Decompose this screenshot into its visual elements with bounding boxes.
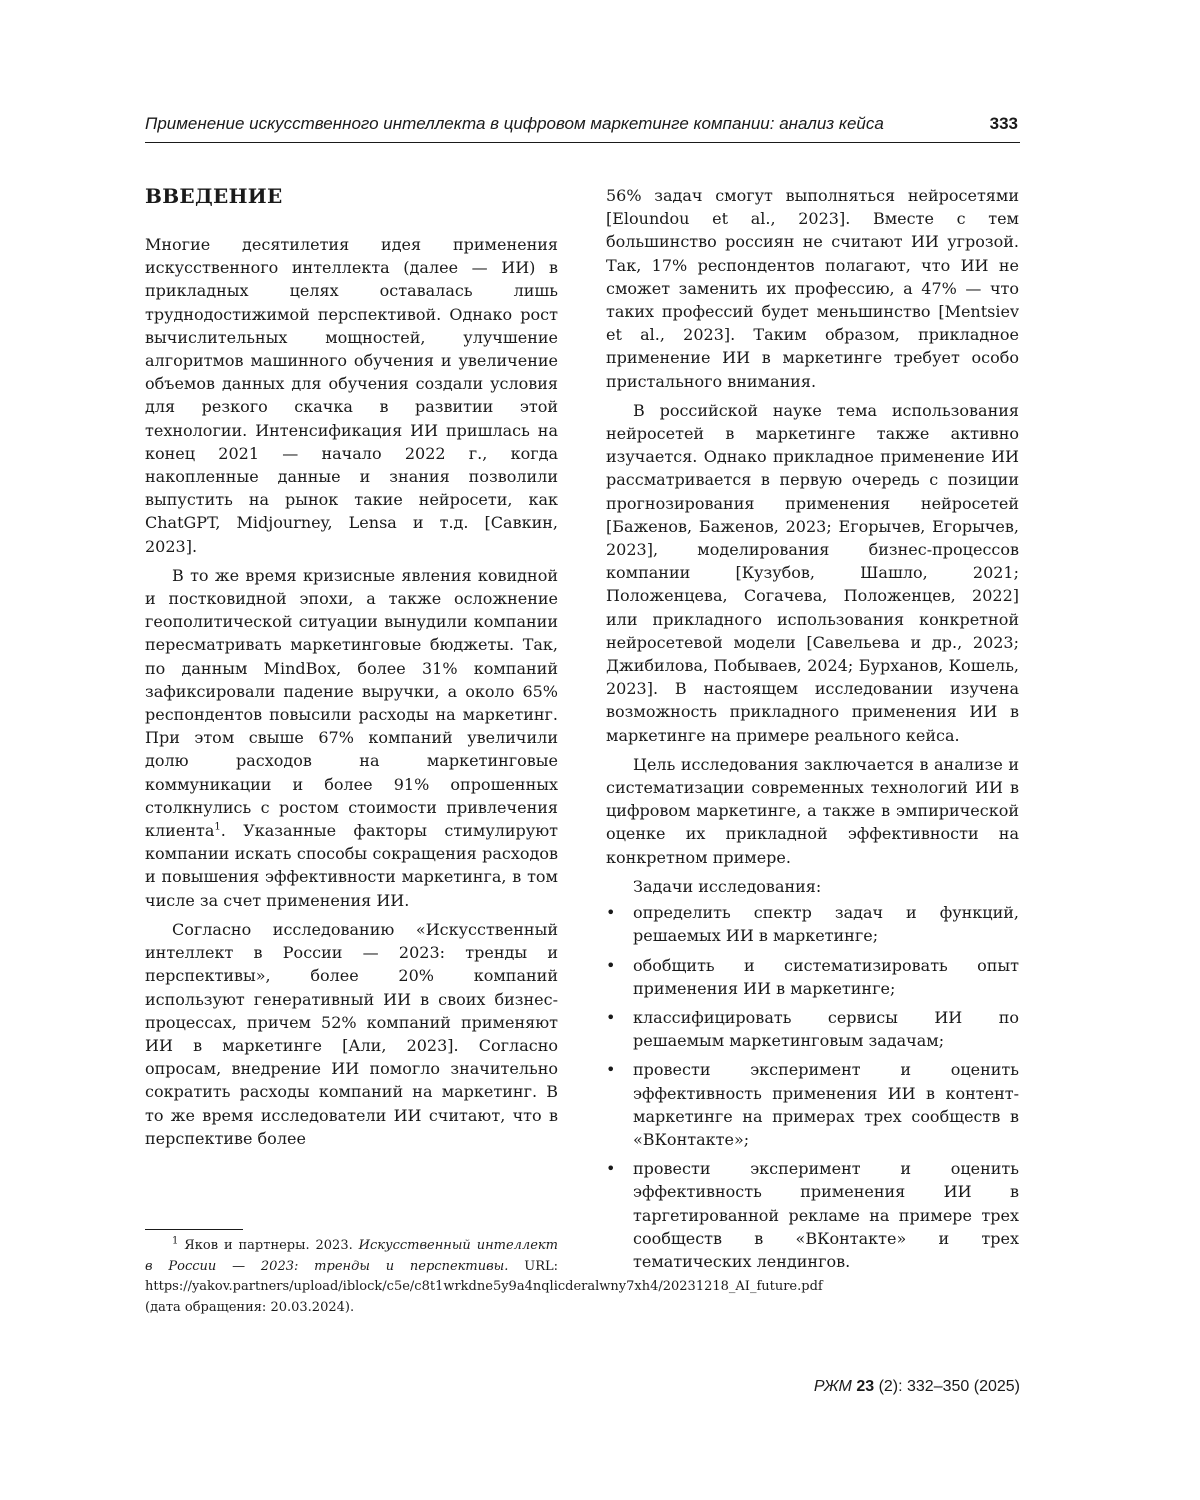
bullet-icon: • xyxy=(606,1159,616,1179)
tasks-heading: Задачи исследования: xyxy=(633,876,822,896)
footnote-mark: 1 xyxy=(172,1235,179,1247)
intro-paragraph-5: В российской науке тема использования нейросетей в маркетинге также активно изучается. Однако прикладное применение ИИ рассматривается в первую очередь с позиции прогнозирования применения нейросетей [Баженов, Баженов, 2023; Егорычев, Егорычев, 2023], моделирования бизнес-процессов компании [Кузубов, Шашло, 2021; Положенцева, Согачева, Положенцев, 2022] или прикладного использования конкретной нейросетевой модели [Савельева и др., 2023; Джибилова, Побываев, 2024; Бурханов, Кошель, 2023]. В настоящем исследовании изучена возможность прикладного применения ИИ в маркетинге на примере реального кейса. xyxy=(606,400,1019,745)
running-title: Применение искусственного интеллекта в цифровом маркетинге компании: анализ кейса xyxy=(145,114,884,133)
footnote xyxy=(145,1235,823,1318)
task-text: обобщить и систематизировать опыт применения ИИ в маркетинге; xyxy=(633,955,1019,998)
task-text: определить спектр задач и функций, решаемых ИИ в маркетинге; xyxy=(633,903,1019,946)
footnote-url[interactable]: URL: https://yakov.partners/upload/iblock/c5e/c8t1wrkdne5y9a4nqlicderalwny7xh4/20231218_AI_future.pdf (дата обращения: 20.03.2024). xyxy=(145,1258,823,1315)
intro-paragraph-2 xyxy=(145,564,558,912)
section-heading: ВВЕДЕНИЕ xyxy=(145,184,283,208)
footnote-lead: Яков и партнеры. 2023. xyxy=(184,1238,353,1253)
bullet-icon: • xyxy=(606,955,616,975)
intro-paragraph-3: Согласно исследованию «Искусственный интеллект в России — 2023: тренды и перспективы», более 20% компаний используют генеративный ИИ в своих бизнес-процессах, причем 52% компаний применяют ИИ в маркетинге [Али, 2023]. Согласно опросам, внедрение ИИ помогло значительно сократить расходы компаний на маркетинг. В то же время исследователи ИИ считают, что в перспективе более xyxy=(145,919,558,1148)
task-text: провести эксперимент и оценить эффективность применения ИИ в контент-маркетинге на примерах трех сообществ в «ВКонтакте»; xyxy=(633,1060,1019,1149)
journal-volume: 23 xyxy=(856,1378,875,1395)
bullet-icon: • xyxy=(606,1007,616,1027)
intro-paragraph-4: 56% задач смогут выполняться нейросетями [Eloundou et al., 2023]. Вместе с тем большинство россиян не считают ИИ угрозой. Так, 17% респондентов полагают, что ИИ не сможет заменить их профессию, а 47% — что таких профессий будет меньшинство [Mentsiev et al., 2023]. Таким образом, прикладное применение ИИ в маркетинге требует особо пристального внимания. xyxy=(606,186,1019,391)
paragraph-2-text-a: В то же время кризисные явления ковидной и постковидной эпохи, а также осложнение геополитической ситуации вынудили компании пересматривать маркетинговые бюджеты. Так, по данным MindBox, более 31% компаний зафиксировали падение выручки, а около 65% респондентов повысили расходы на маркетинг. При этом свыше 67% компаний увеличили долю расходов на маркетинговые коммуникации и более 91% опрошенных столкнулись с ростом стоимости привлечения клиента xyxy=(145,565,558,841)
page-number: 333 xyxy=(989,114,1018,133)
bullet-icon: • xyxy=(606,903,616,923)
task-text: классифицировать сервисы ИИ по решаемым маркетинговым задачам; xyxy=(633,1007,1019,1051)
list-item xyxy=(606,901,1019,947)
journal-footer xyxy=(814,1376,1020,1398)
journal-name: РЖМ xyxy=(813,1378,852,1395)
task-text: провести эксперимент и оценить эффективность применения ИИ в таргетированной рекламе на примере трех сообществ в «ВКонтакте» и трех тематических лендингов. xyxy=(633,1159,1019,1271)
bullet-icon: • xyxy=(606,1060,616,1080)
right-column xyxy=(606,184,1019,1279)
footnote-title: Искусственный интеллект в России — 2023: тренды и перспективы. xyxy=(145,1238,558,1274)
paragraph-2-text-b: . Указанные факторы стимулируют компании искать способы сокращения расходов и повышения эффективности маркетинга, в том числе за счет применения ИИ. xyxy=(145,821,558,910)
goal-paragraph: Цель исследования заключается в анализе и систематизации современных технологий ИИ в цифровом маркетинге, а также в эмпирической оценке их прикладной эффективности на конкретном примере. xyxy=(606,754,1019,867)
footnote-divider xyxy=(145,1229,243,1230)
list-item xyxy=(606,1006,1019,1052)
intro-paragraph-1: Многие десятилетия идея применения искусственного интеллекта (далее — ИИ) в прикладных целях оставалась лишь труднодостижимой перспективой. Однако рост вычислительных мощностей, улучшение алгоритмов машинного обучения и увеличение объемов данных для обучения создали условия для резкого скачка в развитии этой технологии. Интенсификация ИИ пришлась на конец 2021 — начало 2022 г., когда накопленные данные и знания позволили выпустить на рынок такие нейросети, как ChatGPT, Midjourney, Lensa и т.д. [Савкин, 2023]. xyxy=(145,235,558,556)
task-list xyxy=(606,901,1019,1273)
journal-issue-pages: (2): 332–350 (2025) xyxy=(878,1378,1020,1395)
list-item xyxy=(606,1157,1019,1273)
list-item xyxy=(606,1058,1019,1151)
footnote-reference[interactable]: 1 xyxy=(214,821,221,833)
left-column xyxy=(145,182,558,1156)
running-header xyxy=(145,112,1020,143)
list-item xyxy=(606,954,1019,1000)
